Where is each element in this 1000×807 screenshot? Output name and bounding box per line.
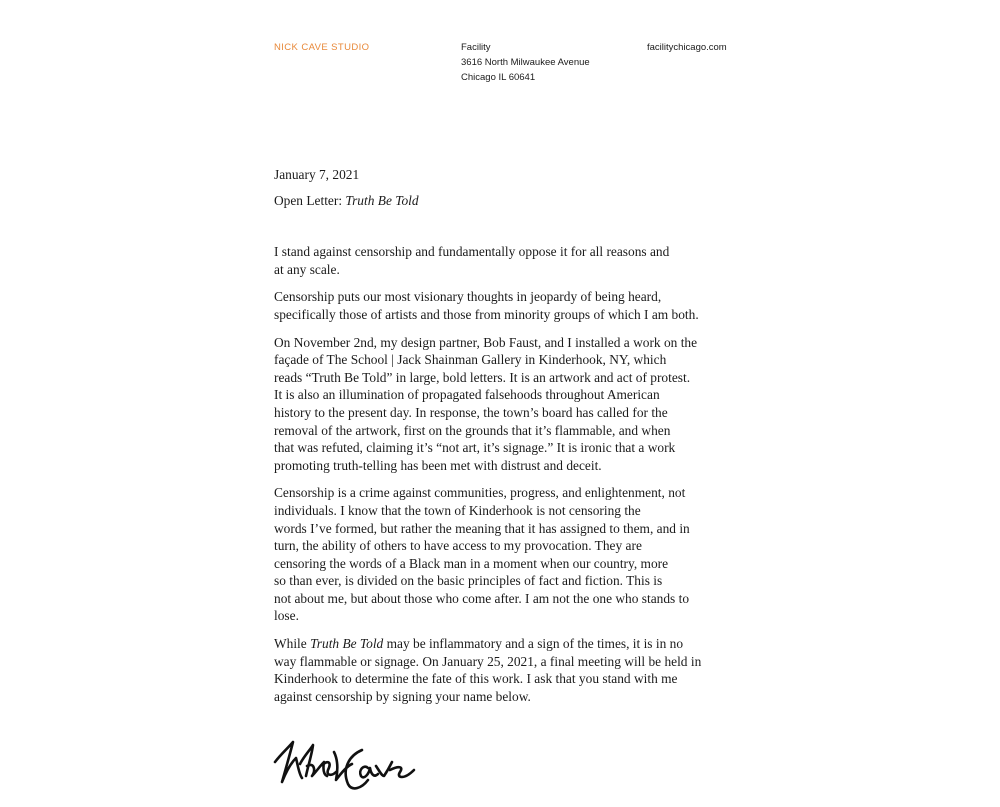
- facility-label: Facility: [461, 42, 491, 53]
- paragraph-line: specifically those of artists and those from minority groups of which I am both.: [274, 306, 699, 322]
- paragraph-4: [274, 484, 758, 625]
- paragraph-line: not about me, but about those who come after. I am not the one who stands to: [274, 590, 690, 606]
- paragraph-line: so than ever, is divided on the basic principles of fact and fiction. This is: [274, 573, 663, 589]
- paragraph-line: individuals. I know that the town of Kinderhook is not censoring the: [274, 502, 641, 518]
- paragraph-line: way flammable or signage. On January 25, 2021, a final meeting will be held in: [274, 653, 702, 669]
- paragraph-line: Censorship is a crime against communities, progress, and enlightenment, not: [274, 485, 686, 501]
- street-address: 3616 North Milwaukee Avenue: [461, 57, 590, 68]
- paragraph-line: turn, the ability of others to have access to my provocation. They are: [274, 538, 642, 554]
- paragraph-line: reads “Truth Be Told” in large, bold letters. It is an artwork and act of protest.: [274, 369, 691, 385]
- letter-date: January 7, 2021: [274, 167, 360, 182]
- paragraph-line: On November 2nd, my design partner, Bob Faust, and I installed a work on the: [274, 334, 698, 350]
- paragraph-line: censoring the words of a Black man in a moment when our country, more: [274, 555, 669, 571]
- paragraph-lead: While: [274, 636, 311, 652]
- subject-prefix: Open Letter:: [274, 192, 346, 208]
- paragraph-line: at any scale.: [274, 261, 340, 277]
- paragraph-line: Censorship puts our most visionary thoughts in jeopardy of being heard,: [274, 289, 662, 305]
- signature: [272, 732, 420, 796]
- letter-body: [274, 243, 758, 705]
- studio-name: NICK CAVE STUDIO: [274, 42, 370, 53]
- letterhead: [274, 40, 754, 90]
- paragraph-line: lose.: [274, 608, 299, 624]
- letter: [274, 166, 758, 715]
- letter-subject: [274, 192, 758, 210]
- paragraph-3: [274, 334, 758, 475]
- paragraph-line: history to the present day. In response, the town’s board has called for the: [274, 404, 668, 420]
- paragraph-line: It is also an illumination of propagated falsehoods throughout American: [274, 387, 660, 403]
- paragraph-line: removal of the artwork, first on the grounds that it’s flammable, and when: [274, 422, 671, 438]
- paragraph-line: may be inflammatory and a sign of the times, it is in no: [383, 636, 684, 652]
- facility-address: [461, 40, 590, 85]
- paragraph-line: promoting truth-telling has been met with distrust and deceit.: [274, 457, 602, 473]
- paragraph-1: [274, 243, 758, 278]
- paragraph-line: that was refuted, claiming it’s “not art, it’s signage.” It is ironic that a work: [274, 440, 676, 456]
- handwritten-signature: [272, 732, 420, 796]
- paragraph-2: [274, 288, 758, 323]
- paragraph-line: words I’ve formed, but rather the meaning that it has assigned to them, and in: [274, 520, 690, 536]
- paragraph-line: Kinderhook to determine the fate of this work. I ask that you stand with me: [274, 671, 678, 687]
- paragraph-line: façade of The School | Jack Shainman Gallery in Kinderhook, NY, which: [274, 352, 667, 368]
- paragraph-5: [274, 635, 758, 705]
- artwork-title: Truth Be Told: [310, 636, 384, 652]
- paragraph-line: against censorship by signing your name below.: [274, 688, 531, 704]
- subject-title: Truth Be Told: [345, 192, 419, 208]
- paragraph-line: I stand against censorship and fundamentally oppose it for all reasons and: [274, 244, 670, 260]
- website-link[interactable]: facilitychicago.com: [647, 42, 727, 53]
- city-state-zip: Chicago IL 60641: [461, 72, 536, 83]
